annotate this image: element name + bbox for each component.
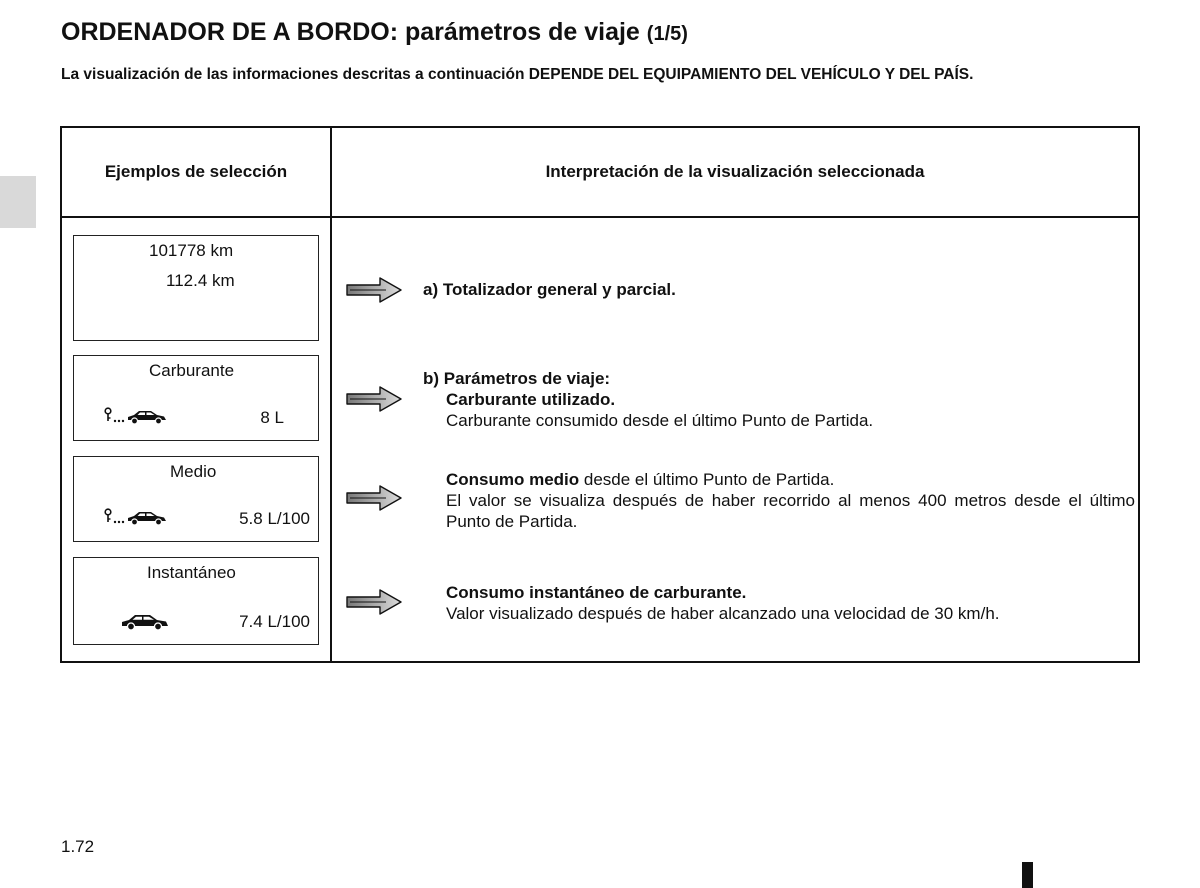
header-divider	[62, 216, 1138, 218]
car-icon	[120, 612, 170, 632]
display-fuel-used	[73, 355, 319, 441]
display-label: Instantáneo	[147, 563, 236, 582]
instant-heading: Consumo instantáneo de carburante.	[446, 583, 747, 602]
intro-note: La visualización de las informaciones descritas a continuación DEPENDE DEL EQUIPAMIENTO DEL VEHÍCULO Y DEL PAÍS.	[61, 66, 974, 83]
total-distance: 101778 km	[149, 241, 234, 260]
fuel-used-description: Carburante consumido desde el último Punto de Partida.	[446, 411, 874, 430]
key-car-icon	[104, 406, 170, 426]
key-car-icon	[104, 507, 170, 527]
average-description: El valor se visualiza después de haber recorrido al menos 400 metros desde el último Punto de Partida.	[446, 491, 1135, 531]
arrow-right-icon	[346, 383, 404, 415]
display-value: 7.4 L/100	[239, 612, 310, 631]
display-instant-consumption	[73, 557, 319, 645]
interpretation-fuel-used	[423, 368, 1135, 431]
instant-description: Valor visualizado después de haber alcanzado una velocidad de 30 km/h.	[446, 604, 1000, 623]
trip-parameters-heading: b) Parámetros de viaje:	[423, 369, 611, 388]
title-part: (1/5)	[646, 23, 688, 45]
arrow-right-icon	[346, 274, 404, 306]
display-label: Carburante	[149, 361, 235, 380]
display-value: 8 L	[260, 408, 284, 427]
trip-distance: 112.4 km	[166, 271, 235, 290]
page-edge-marker	[1022, 862, 1033, 888]
display-average-consumption	[73, 456, 319, 542]
average-heading: Consumo medio	[446, 470, 580, 489]
info-table	[60, 126, 1140, 663]
odometer-description: a) Totalizador general y parcial.	[423, 280, 676, 299]
display-value: 5.8 L/100	[239, 509, 310, 528]
column-header-examples: Ejemplos de selección	[104, 162, 288, 181]
interpretation-odometer	[423, 279, 1135, 300]
average-heading-rest: desde el último Punto de Partida.	[579, 470, 835, 489]
display-odometer	[73, 235, 319, 341]
average-heading-line	[423, 469, 1135, 490]
interpretation-average	[423, 469, 1135, 532]
column-header-interpretation: Interpretación de la visualización seleccionada	[545, 162, 925, 181]
arrow-right-icon	[346, 482, 404, 514]
display-label: Medio	[170, 462, 217, 481]
arrow-right-icon	[346, 586, 404, 618]
page-number: 1.72	[61, 837, 95, 856]
fuel-used-heading: Carburante utilizado.	[446, 390, 616, 409]
page-title	[61, 18, 688, 47]
interpretation-instant	[423, 582, 1135, 624]
title-text: ORDENADOR DE A BORDO: parámetros de viaje	[61, 18, 640, 46]
chapter-tab	[0, 176, 36, 228]
